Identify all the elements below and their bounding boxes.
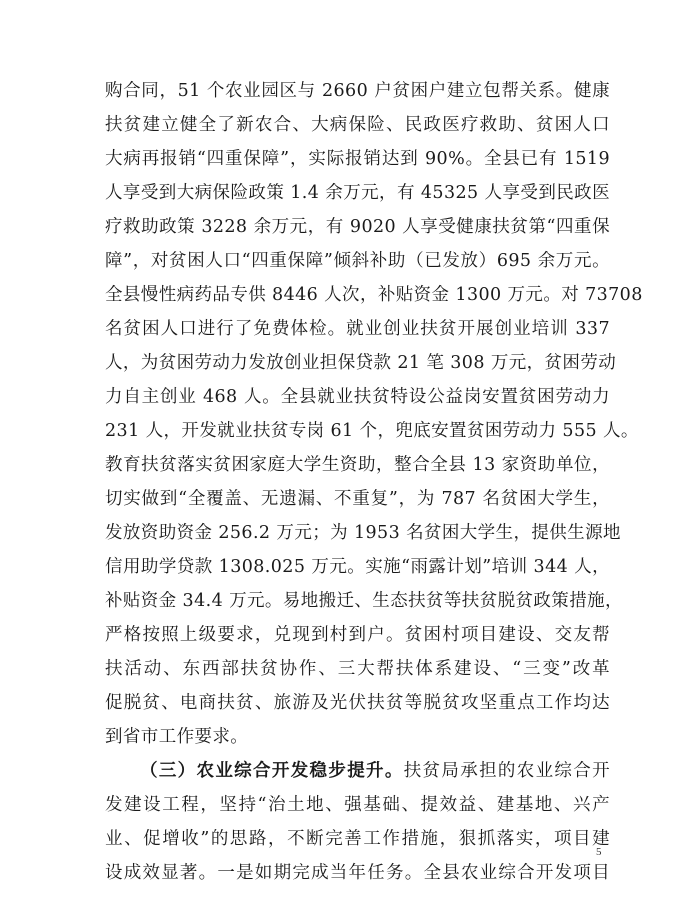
text-line: 231 人，开发就业扶贫专岗 61 个，兜底安置贫困劳动力 555 人。 [105, 421, 639, 441]
text-line: 人，为贫困劳动力发放创业担保贷款 21 笔 308 万元，贫困劳动 [105, 353, 617, 373]
text-segment: 扶贫局承担的农业综合开 [403, 761, 610, 781]
text-line: 名贫困人口进行了免费体检。就业创业扶贫开展创业培训 337 [105, 319, 610, 339]
text-line: 设成效显著。一是如期完成当年任务。全县农业综合开发项目 [105, 863, 610, 883]
text-line: 力自主创业 468 人。全县就业扶贫特设公益岗安置贫困劳动力 [105, 387, 610, 407]
text-line: 疗救助政策 3228 余万元，有 9020 人享受健康扶贫第“四重保 [105, 217, 610, 237]
text-line: 发建设工程，坚持“治土地、强基础、提效益、建基地、兴产 [105, 795, 610, 815]
text-line: 障”，对贫困人口“四重保障”倾斜补助（已发放）695 余万元。 [105, 251, 610, 271]
section-heading-line [105, 754, 610, 788]
text-line: 促脱贫、电商扶贫、旅游及光伏扶贫等脱贫攻坚重点工作均达 [105, 693, 610, 713]
text-line: 购合同，51 个农业园区与 2660 户贫困户建立包帮关系。健康 [105, 81, 610, 101]
text-line: 信用助学贷款 1308.025 万元。实施“雨露计划”培训 344 人， [105, 557, 610, 577]
text-line: 扶活动、东西部扶贫协作、三大帮扶体系建设、“三变”改革 [105, 659, 610, 679]
section-heading: （三）农业综合开发稳步提升。 [140, 761, 404, 781]
page-number: 5 [596, 846, 602, 858]
text-line: 人享受到大病保险政策 1.4 余万元，有 45325 人享受到民政医 [105, 183, 610, 203]
text-line: 补贴资金 34.4 万元。易地搬迁、生态扶贫等扶贫脱贫政策措施， [105, 591, 623, 611]
text-line: 严格按照上级要求，兑现到村到户。贫困村项目建设、交友帮 [105, 625, 610, 645]
body-text [105, 74, 643, 890]
text-line: 业、促增收”的思路，不断完善工作措施，狠抓落实，项目建 [105, 829, 610, 849]
text-line: 扶贫建立健全了新农合、大病保险、民政医疗救助、贫困人口 [105, 115, 610, 135]
text-line: 全县慢性病药品专供 8446 人次，补贴资金 1300 万元。对 73708 [105, 285, 643, 305]
text-line: 发放资助资金 256.2 万元；为 1953 名贫困大学生，提供生源地 [105, 523, 621, 543]
text-line: 切实做到“全覆盖、无遗漏、不重复”，为 787 名贫困大学生， [105, 489, 610, 509]
text-line: 大病再报销“四重保障”，实际报销达到 90%。全县已有 1519 [105, 149, 610, 169]
text-line: 到省市工作要求。 [105, 727, 249, 747]
text-line: 教育扶贫落实贫困家庭大学生资助，整合全县 13 家资助单位， [105, 455, 610, 475]
